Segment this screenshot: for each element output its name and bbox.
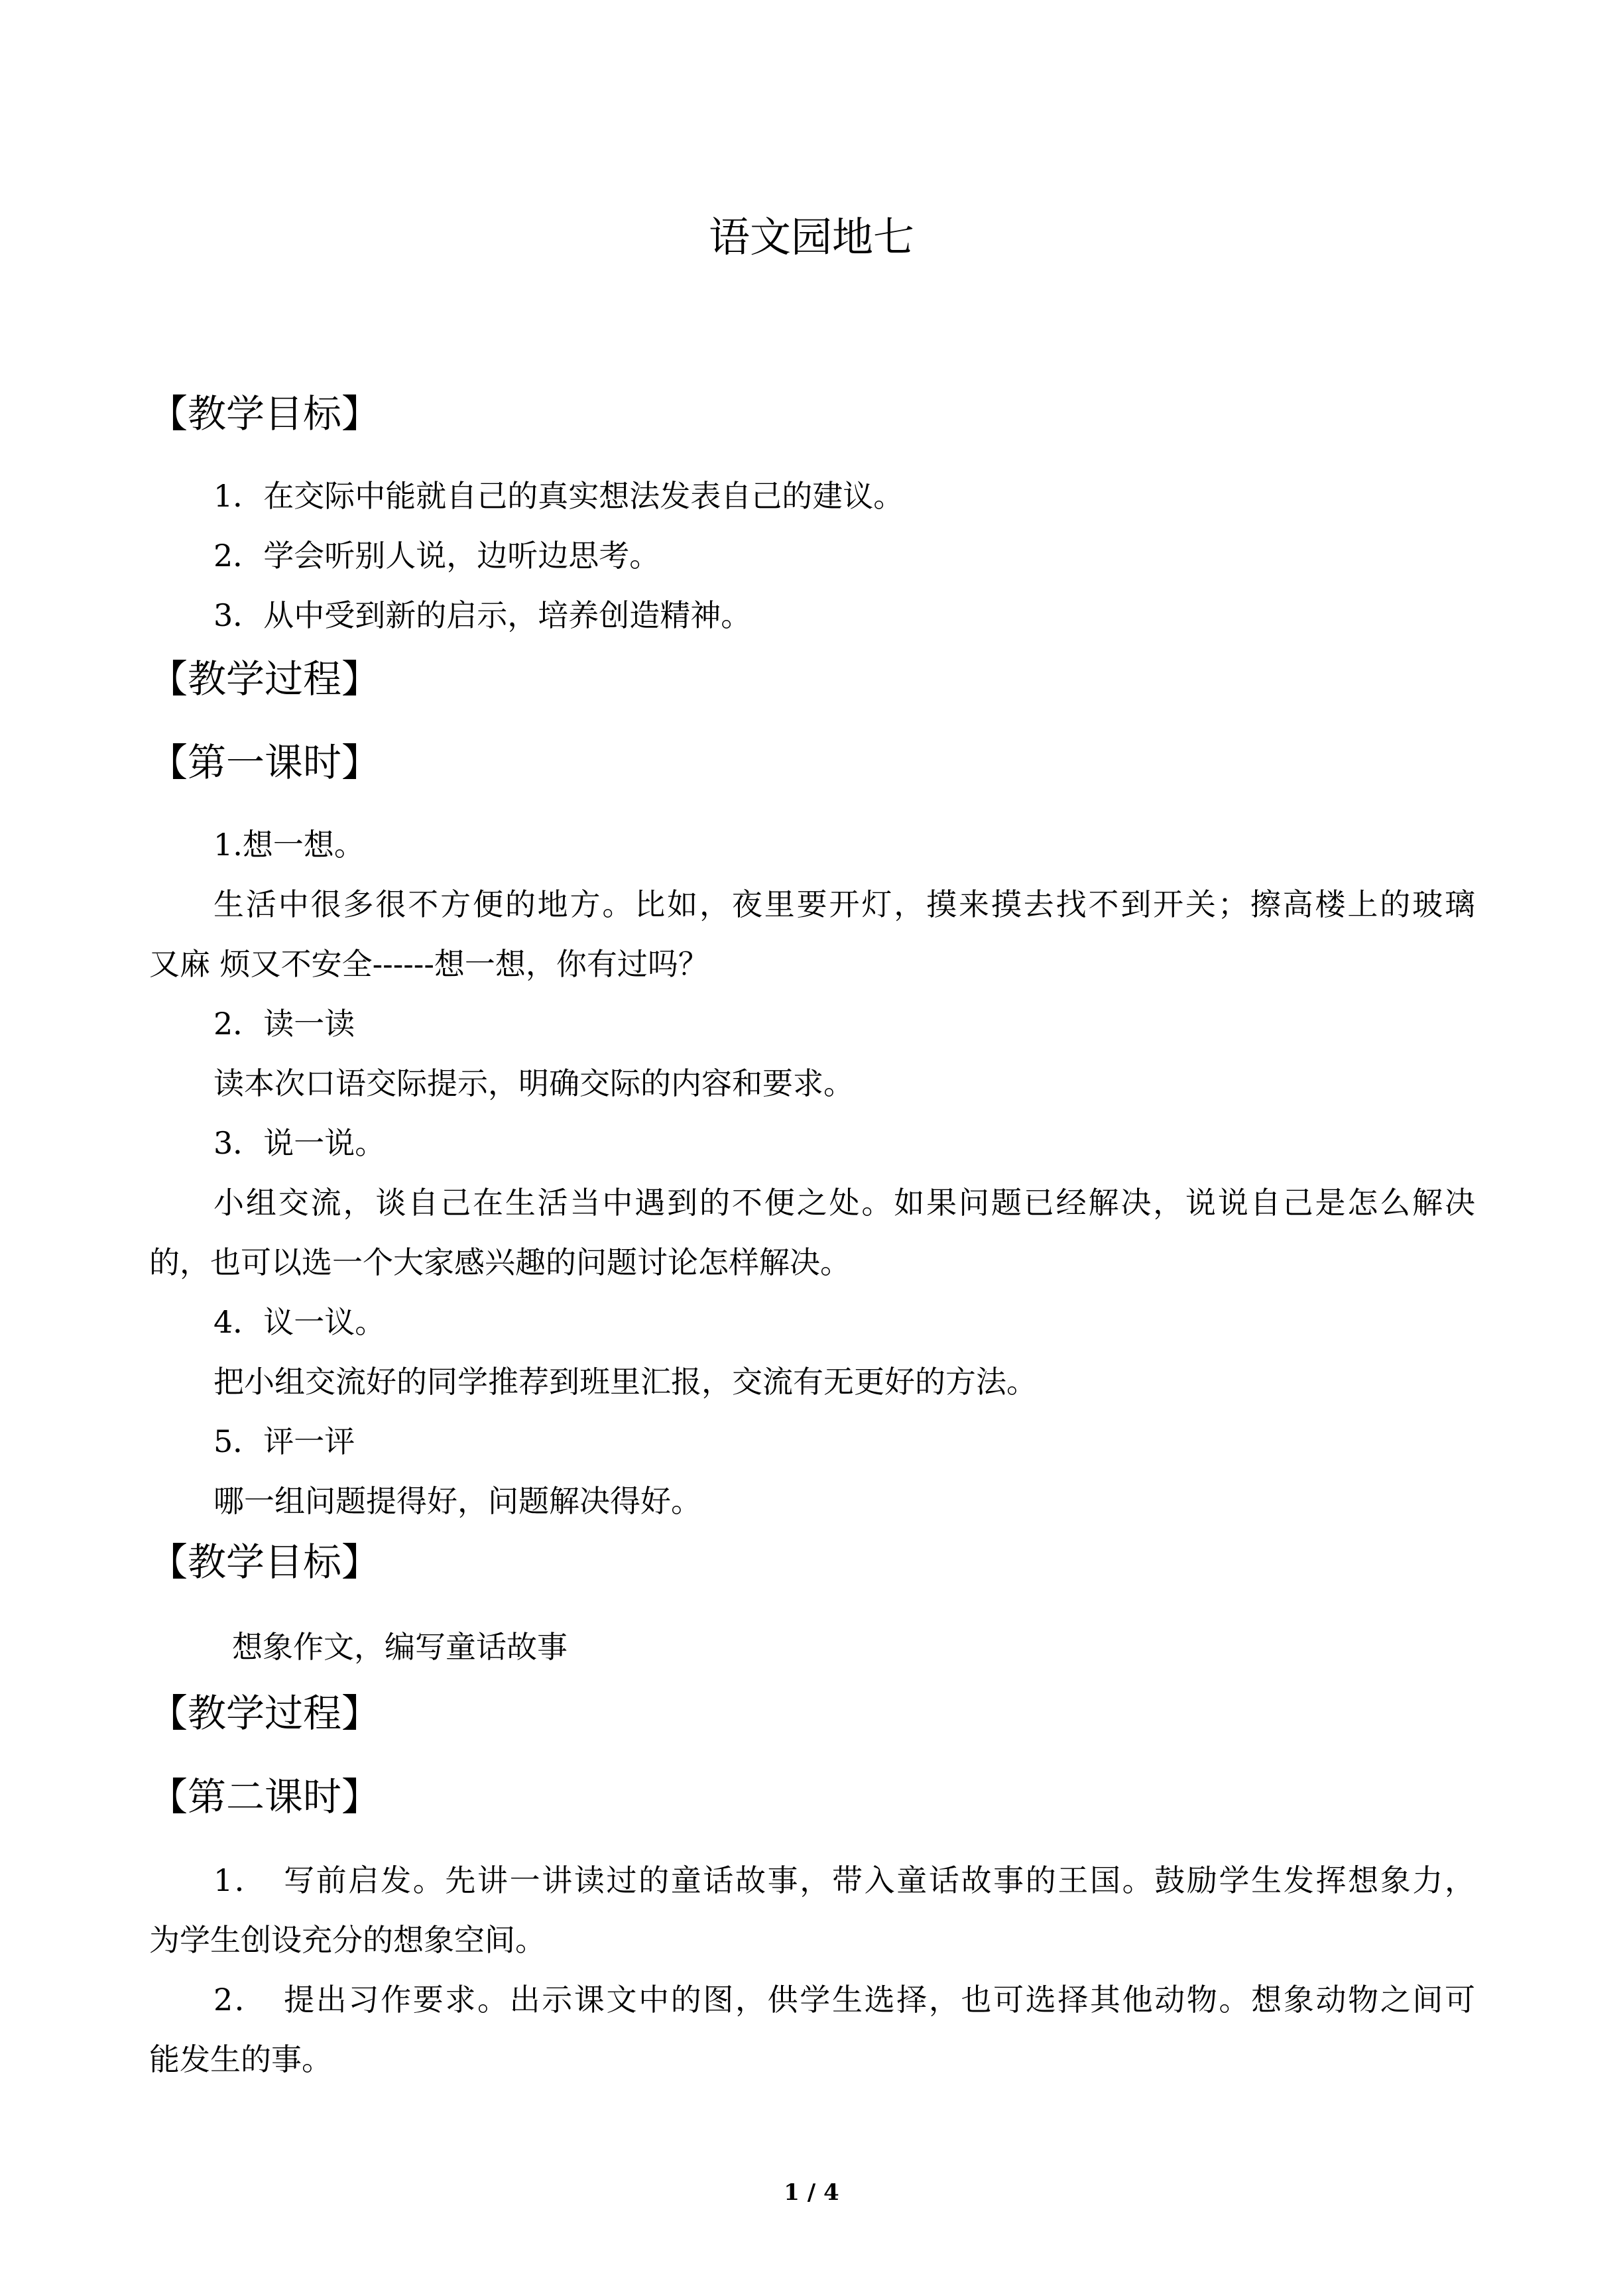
lesson1-item2-title: 2．读一读 [213,1006,355,1042]
lesson1-item3-text-line1: 小组交流，谈自己在生活当中遇到的不便之处。如果问题已经解决，说说自己是怎么解决 [213,1185,1477,1221]
lesson2-item1-text-line1: 1． 写前启发。先讲一讲读过的童话故事，带入童话故事的王国。鼓励学生发挥想象力， [213,1862,1477,1898]
writing-goal-text: 想象作文，编写童话故事 [232,1629,568,1665]
page-number: 1 / 4 [784,2179,839,2206]
lesson1-item5-text: 哪一组问题提得好，问题解决得好。 [213,1483,701,1519]
section-heading-teaching-goals-2: 【教学目标】 [149,1540,381,1585]
lesson1-item3-text-line2: 的，也可以选一个大家感兴趣的问题讨论怎样解决。 [149,1244,851,1280]
lesson2-item1-text-line2: 为学生创设充分的想象空间。 [149,1922,546,1958]
lesson1-item1-text-line2: 又麻 烦又不安全------想一想，你有过吗？ [149,946,709,982]
lesson1-item4-title: 4．议一议。 [213,1304,386,1340]
goal-item-1: 1．在交际中能就自己的真实想法发表自己的建议。 [213,478,904,514]
lesson1-item1-title: 1.想一想。 [213,827,365,863]
section-heading-teaching-goals: 【教学目标】 [149,391,381,436]
section-heading-second-lesson: 【第二课时】 [149,1774,381,1819]
section-heading-teaching-process-2: 【教学过程】 [149,1691,381,1736]
section-heading-first-lesson: 【第一课时】 [149,740,381,785]
goal-item-2: 2．学会听别人说，边听边思考。 [213,538,660,574]
lesson1-item4-text: 把小组交流好的同学推荐到班里汇报，交流有无更好的方法。 [213,1364,1037,1400]
lesson2-item2-text-line1: 2． 提出习作要求。出示课文中的图，供学生选择，也可选择其他动物。想象动物之间可 [213,1982,1477,2018]
lesson1-item3-title: 3．说一说。 [213,1125,386,1161]
lesson2-item2-text-line2: 能发生的事。 [149,2041,332,2077]
lesson1-item1-text-line1: 生活中很多很不方便的地方。比如，夜里要开灯，摸来摸去找不到开关；擦高楼上的玻璃 [213,886,1477,922]
section-heading-teaching-process: 【教学过程】 [149,656,381,701]
lesson1-item2-text: 读本次口语交际提示，明确交际的内容和要求。 [213,1065,854,1101]
lesson1-item5-title: 5．评一评 [213,1423,355,1459]
page-title: 语文园地七 [708,213,914,261]
goal-item-3: 3．从中受到新的启示，培养创造精神。 [213,597,752,633]
